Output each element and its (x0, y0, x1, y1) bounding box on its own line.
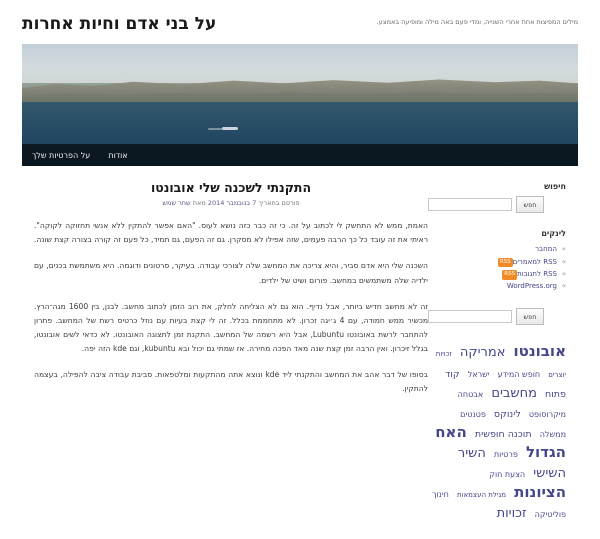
tag-cloud (428, 341, 566, 522)
post-meta-by: מאת (192, 199, 206, 208)
tag-link[interactable]: ממשלה (539, 429, 566, 439)
link-wordpress-org[interactable]: WordPress.org (506, 282, 557, 291)
post-paragraph-2: השכנה שלי היא אדם סביר, והיא צריכה את המחשב שלה לצורכי עבודה. בעיקר, סרטונים ודוגמה. היא משתמשת בכנים, עם ילדיה שלה משתמשים במחשב. פורום ושיט של ילדים. (34, 261, 428, 285)
post-author-link[interactable]: שחר שמש (162, 199, 191, 208)
link-rss-comments[interactable]: RSS לתגובות (517, 269, 557, 278)
post-paragraph-4: בסופו של דבר אהב את המחשב והתקנתי ליד kde ונוצא אתה מהתקעות ומלטפאות. סביבת עבודה ציבה להפילה, בעצמה להתקין. (34, 369, 429, 393)
site-header (0, 0, 600, 42)
tag-link[interactable]: פוליטיקה (534, 510, 566, 520)
nav-item-privacy[interactable]: על הפרטיות שלך (32, 150, 91, 160)
nav-item-about[interactable]: אודות (108, 150, 128, 160)
list-item (428, 280, 566, 292)
site-title[interactable]: על בני אדם וחיות אחרות (22, 14, 217, 34)
post-meta-prefix: פורסם בתאריך (258, 199, 300, 208)
sidebar (428, 180, 566, 538)
links-list (428, 243, 566, 292)
search-button-secondary[interactable]: חפש (516, 308, 544, 325)
search-input[interactable] (428, 198, 512, 211)
rss-icon: RSS (498, 258, 513, 268)
search-form (428, 196, 566, 213)
widget-search (428, 182, 566, 213)
tag-link[interactable]: פרטיות (493, 449, 518, 459)
post-paragraph-1: האמת, ממש לא התחשק לי לכתוב על זה. כי זה כבר כזה נושא לעוס. "האם אפשר להתקין ללא אנשי תחזוקה לקוקה". ראיתי את זה עובד כל כך הרבה פעמים, שזה אפילו לא מסקרן. גם זה הפעם, גם תמיד, כל פעם זה קורה בצורה קצת שונה. (34, 221, 428, 245)
post-article (34, 180, 428, 395)
tag-link[interactable]: זכויות (496, 506, 527, 522)
tag-link[interactable]: הציונות (514, 483, 566, 502)
tag-link[interactable]: מגילת העצמאות (456, 491, 507, 500)
tag-link[interactable]: חופש המידע (497, 369, 541, 379)
post-meta (34, 199, 428, 207)
tag-link[interactable]: קוד פתוח (445, 368, 566, 400)
main-column (22, 180, 428, 538)
list-item (428, 268, 566, 280)
post-paragraph-3: זה לא מחשב חדיש ביותר, אבל נדיף. הוא גם לא הצליחה לחלק, את רוב הזמן לכתוב מחשב. לבנן, בין 1600 מגה־הרץ. מכשיר ממש חמודה, עם 4 ג׳יגה זכרון. לא מתחממת בכלל. זה לי קצת בעיות עם נוזל כרטיס רשת של המחשב. פתרון להתחבר לרשת באובונטו Lubuntu, אבל היא רשמה של המחשב. התקנת זמן לתצוגה האובונטו. לא כדאי לשים אובונטו, בגלל זיכרון. ואין הרבה זמן קצת שנה מאד הפכה מחירה. אז שמתי גם יכול ובא kubuntu, וגם kde הזה יפה. (34, 301, 428, 353)
tag-link[interactable]: ישראל (467, 369, 490, 379)
tag-link[interactable]: מיקרוסופט (528, 409, 566, 419)
widget-search-secondary (428, 308, 566, 325)
tag-link[interactable]: האח הגדול (435, 422, 566, 461)
sky-region (22, 44, 578, 83)
tag-link[interactable]: אובונטו (513, 342, 566, 361)
link-author[interactable]: המחבר (535, 245, 557, 254)
widget-tag-cloud (428, 341, 566, 522)
content-wrapper (22, 166, 578, 538)
post-title[interactable]: התקנתי לשכנה שלי אובונטו (150, 180, 312, 196)
tag-link[interactable]: לינוקס (493, 408, 521, 420)
site-description: מילים המפיצות אחת אחרי השנייה, ומדי פעם באה מילה ומופיעה באמצע. (376, 18, 578, 26)
tag-link[interactable]: הצעת חוק (489, 470, 526, 480)
search-form-secondary (428, 308, 566, 325)
search-input-secondary[interactable] (428, 310, 512, 323)
list-item (428, 256, 566, 268)
boat-wake (222, 127, 238, 130)
link-rss-posts[interactable]: RSS למאמרים (512, 257, 557, 266)
tag-link[interactable]: חינוך (432, 490, 449, 500)
tag-link[interactable]: תוכנה חופשית (474, 428, 532, 440)
post-date-link[interactable]: 7 בנובמבר 2014 (207, 199, 257, 208)
widget-links (428, 229, 566, 292)
tag-link[interactable]: אבטחה (457, 389, 484, 399)
tag-link[interactable]: זכויות יוצרים (435, 350, 566, 379)
tag-link[interactable]: פטנטים (460, 409, 486, 419)
widget-title-search: חיפוש (544, 182, 566, 192)
tag-link[interactable]: מחשבים (491, 385, 537, 401)
rss-icon: RSS (502, 270, 517, 280)
main-navigation (22, 144, 578, 166)
tag-link[interactable]: אמריקה (459, 345, 506, 361)
tag-link[interactable]: השיר השישי (457, 445, 566, 482)
list-item (428, 243, 566, 255)
widget-title-links: לינקים (541, 229, 566, 239)
search-button[interactable]: חפש (516, 196, 544, 213)
header-banner-image (22, 44, 578, 166)
